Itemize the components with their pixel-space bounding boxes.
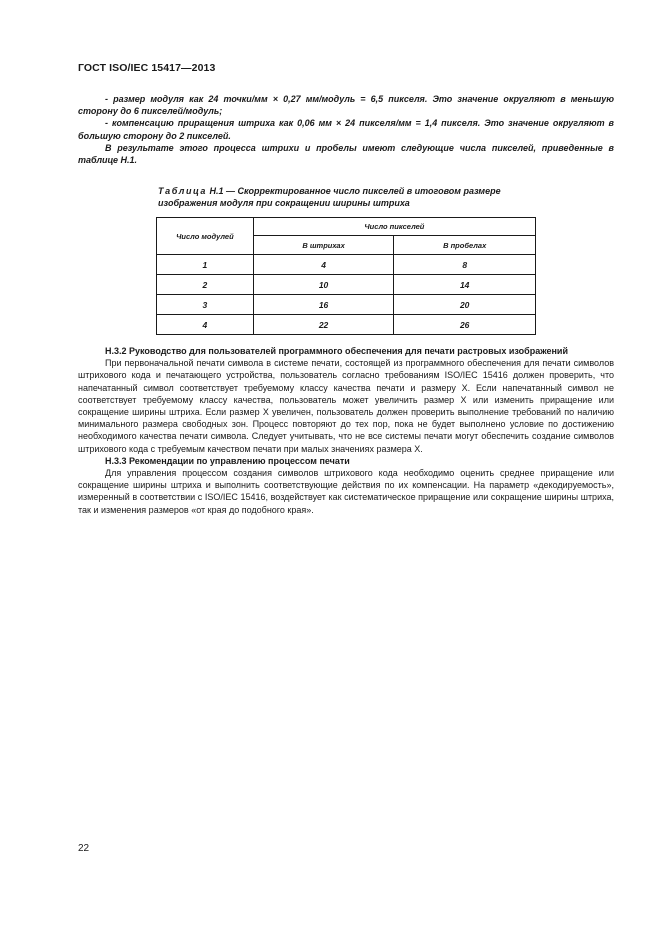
table-caption-text: Н.1 — Скорректированное число пикселей в итоговом размере изображения модуля при сокращении ширины штриха: [158, 186, 501, 208]
section-h32-title: Руководство для пользователей программного обеспечения для печати растровых изображений: [129, 346, 568, 356]
section-h33-body: Для управления процессом создания символов штрихового кода необходимо оценить среднее приращение или сокращение ширины штриха и выполнить соответствующие действия по их компенсации. На параметр «декодируемость», измеренный в соответствии с ISO/IEC 15416, воздействует как систематическое приращение или сокращение ширины штриха, так и изменения размеров «от края до подобного края».: [78, 468, 614, 515]
section-h32-heading: [78, 345, 614, 357]
bullet-module-size: - размер модуля как 24 точки/мм × 0,27 мм/модуль = 6,5 пикселя. Это значение округляют в меньшую сторону до 6 пикселей/модуль;: [78, 94, 614, 117]
table-row: [157, 255, 536, 275]
cell-spaces: 8: [394, 255, 536, 275]
table-row: [157, 315, 536, 335]
header-pixels: Число пикселей: [253, 218, 535, 236]
result-paragraph: В результате этого процесса штрихи и пробелы имеют следующие числа пикселей, приведенные в таблице Н.1.: [78, 142, 614, 166]
cell-bars: 16: [253, 295, 394, 315]
section-h33-title: Рекомендации по управлению процессом печати: [129, 455, 350, 466]
table-caption-label: Таблица: [158, 186, 207, 196]
sections-block: [78, 345, 614, 516]
section-h32-body: При первоначальной печати символа в системе печати, состоящей из программного обеспечения для печати символов штрихового кода и печатающего устройства, пользователь согласно требованиям ISO/IEC 15416 должен проверить, что напечатанный символ соответствует требуемому классу качества печати и размеру X. Если напечатанный символ не соответствует требуемому классу качества, пользователь может увеличить размер X или изменить приращение или сокращение ширины штриха. Если размер X увеличен, пользователь должен проверить выполнение требований по наличию минимального размера свободных зон. Процесс повторяют до тех пор, пока не будет выполнено условие по достижению необходимого качества печати символа. Следует учитывать, что не все системы печати могут обеспечить создание символов штрихового кода с требуемым качеством печати при малых значениях размера X.: [78, 358, 614, 454]
cell-spaces: 14: [394, 275, 536, 295]
table-caption: [158, 185, 558, 209]
intro-block: [78, 93, 614, 166]
section-h33-label: Н.3.3: [105, 455, 127, 466]
cell-bars: 10: [253, 275, 394, 295]
pixel-table: [156, 217, 536, 335]
header-bars: В штрихах: [253, 236, 394, 255]
cell-bars: 22: [253, 315, 394, 335]
cell-modules: 1: [157, 255, 254, 275]
section-h32-label: Н.3.2: [105, 346, 127, 356]
bullet-bar-gain: - компенсацию приращения штриха как 0,06 мм × 24 пикселя/мм = 1,4 пикселя. Это значение округляют в большую сторону до 2 пикселей.: [78, 118, 614, 141]
table-row: [157, 295, 536, 315]
table-row: [157, 275, 536, 295]
header-spaces: В пробелах: [394, 236, 536, 255]
cell-modules: 4: [157, 315, 254, 335]
cell-spaces: 26: [394, 315, 536, 335]
section-h33-heading: [78, 455, 614, 467]
header-modules: Число модулей: [157, 218, 254, 255]
page-number: 22: [78, 843, 90, 854]
cell-spaces: 20: [394, 295, 536, 315]
document-header: ГОСТ ISO/IEC 15417—2013: [78, 62, 216, 74]
cell-modules: 3: [157, 295, 254, 315]
cell-bars: 4: [253, 255, 394, 275]
cell-modules: 2: [157, 275, 254, 295]
